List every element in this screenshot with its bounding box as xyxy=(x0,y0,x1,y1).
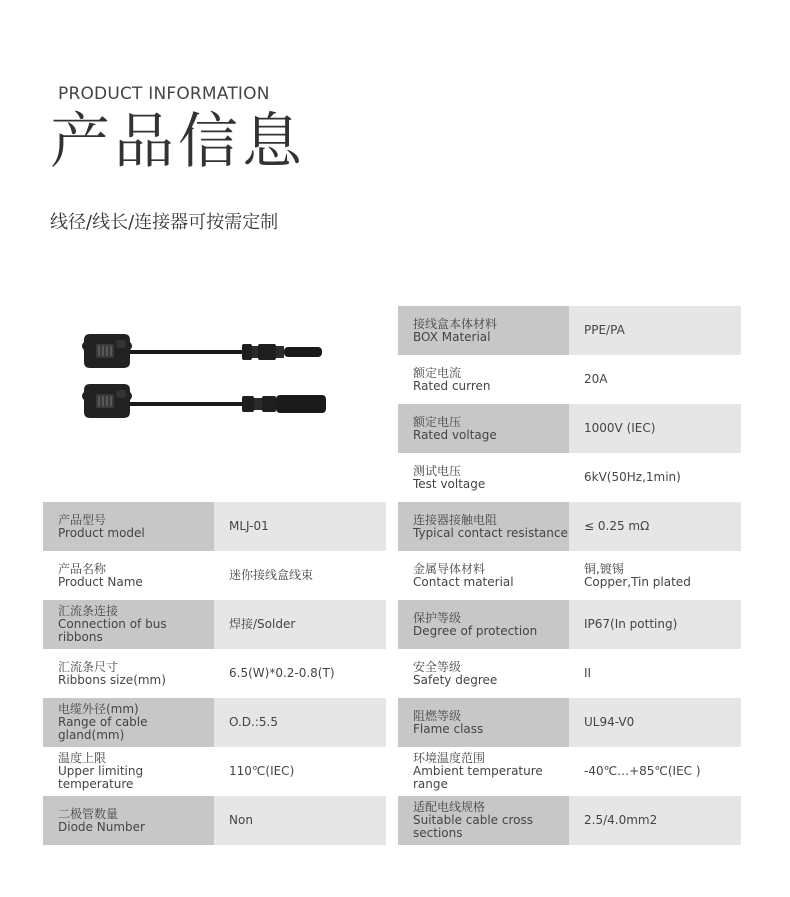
spec-value: 焊接/Solder xyxy=(214,600,386,649)
lower-junction-box xyxy=(82,384,132,418)
spec-row xyxy=(398,355,741,404)
spec-label-cn: 汇流条尺寸 xyxy=(58,659,119,674)
spec-row xyxy=(398,698,741,747)
product-image xyxy=(78,332,338,432)
spec-value: 6.5(W)*0.2-0.8(T) xyxy=(214,649,386,698)
spec-row xyxy=(43,502,386,551)
upper-junction-box xyxy=(82,334,132,368)
spec-value: 1000V (IEC) xyxy=(569,404,741,453)
spec-label-cn: 汇流条连接 xyxy=(58,604,119,618)
upper-cable xyxy=(130,350,242,354)
section-title-en: PRODUCT INFORMATION xyxy=(58,84,270,104)
spec-label-en: Rated voltage xyxy=(413,427,497,442)
spec-row xyxy=(43,600,386,649)
lower-cable xyxy=(130,402,242,406)
spec-label-en: Product model xyxy=(58,525,145,540)
spec-label-cn: 金属导体材料 xyxy=(413,561,486,576)
lower-connector xyxy=(242,395,326,413)
spec-row xyxy=(43,698,386,747)
spec-label-en: Ribbons size(mm) xyxy=(58,672,166,687)
spec-table-left xyxy=(43,502,386,845)
spec-row xyxy=(398,747,741,796)
spec-table-right xyxy=(398,306,741,845)
spec-value-en: Copper,Tin plated xyxy=(584,574,691,589)
spec-row xyxy=(43,796,386,845)
spec-value: PPE/PA xyxy=(569,306,741,355)
spec-label-cn: 安全等级 xyxy=(413,659,462,674)
spec-label-en: Upper limiting temperature xyxy=(58,764,144,791)
customization-note: 线径/线长/连接器可按需定制 xyxy=(50,212,279,233)
spec-label-cn: 环境温度范围 xyxy=(413,751,486,765)
spec-value xyxy=(569,551,741,600)
spec-row xyxy=(398,600,741,649)
spec-label-cn: 保护等级 xyxy=(413,610,462,625)
spec-label-en: Range of cable gland(mm) xyxy=(58,715,148,742)
spec-label-cn: 二极管数量 xyxy=(58,806,119,821)
spec-label-cn: 产品名称 xyxy=(58,561,107,576)
section-title-cn: 产品信息 xyxy=(50,107,306,177)
spec-value: 6kV(50Hz,1min) xyxy=(569,453,741,502)
spec-value: II xyxy=(569,649,741,698)
spec-label-en: Ambient temperature range xyxy=(413,764,543,791)
spec-value: O.D.:5.5 xyxy=(214,698,386,747)
spec-row xyxy=(43,747,386,796)
spec-label-en: Test voltage xyxy=(413,476,486,491)
spec-label-cn: 阻燃等级 xyxy=(413,708,462,723)
spec-label-en: Typical contact resistance xyxy=(413,525,568,540)
spec-value: -40℃…+85℃(IEC ) xyxy=(569,747,741,796)
spec-value-cn: 铜,镀锡 xyxy=(584,561,624,576)
spec-value: 110℃(IEC) xyxy=(214,747,386,796)
spec-row xyxy=(43,649,386,698)
spec-label-cn: 额定电压 xyxy=(413,414,462,429)
spec-value: MLJ-01 xyxy=(214,502,386,551)
spec-row xyxy=(398,649,741,698)
spec-value: 2.5/4.0mm2 xyxy=(569,796,741,845)
spec-row xyxy=(43,551,386,600)
spec-row xyxy=(398,453,741,502)
spec-value: UL94-V0 xyxy=(569,698,741,747)
spec-label-cn: 额定电流 xyxy=(413,365,462,380)
spec-label-en: Suitable cable cross sections xyxy=(413,813,533,840)
spec-label-en: Degree of protection xyxy=(413,623,538,638)
spec-label-cn: 测试电压 xyxy=(413,463,462,478)
spec-label-en: Safety degree xyxy=(413,672,498,687)
spec-value: IP67(In potting) xyxy=(569,600,741,649)
spec-label-en: Flame class xyxy=(413,721,484,736)
spec-label-en: BOX Material xyxy=(413,329,491,344)
spec-row xyxy=(398,306,741,355)
spec-value: 20A xyxy=(569,355,741,404)
spec-row xyxy=(398,551,741,600)
spec-label-cn: 连接器接触电阻 xyxy=(413,512,498,527)
spec-row xyxy=(398,502,741,551)
spec-label-cn: 温度上限 xyxy=(58,751,107,765)
spec-label-en: Contact material xyxy=(413,574,514,589)
spec-value: 迷你接线盒线束 xyxy=(214,551,386,600)
spec-row xyxy=(398,404,741,453)
spec-label-cn: 产品型号 xyxy=(58,512,107,527)
spec-value: ≤ 0.25 mΩ xyxy=(569,502,741,551)
spec-label-cn: 适配电线规格 xyxy=(413,800,486,814)
spec-label-en: Connection of bus ribbons xyxy=(58,617,167,644)
spec-label-cn: 接线盒本体材料 xyxy=(413,316,498,331)
spec-label-en: Product Name xyxy=(58,574,143,589)
spec-row xyxy=(398,796,741,845)
spec-label-en: Diode Number xyxy=(58,819,145,834)
spec-value: Non xyxy=(214,796,386,845)
spec-label-en: Rated curren xyxy=(413,378,491,393)
spec-label-cn: 电缆外径(mm) xyxy=(58,702,139,716)
upper-connector xyxy=(242,344,322,360)
